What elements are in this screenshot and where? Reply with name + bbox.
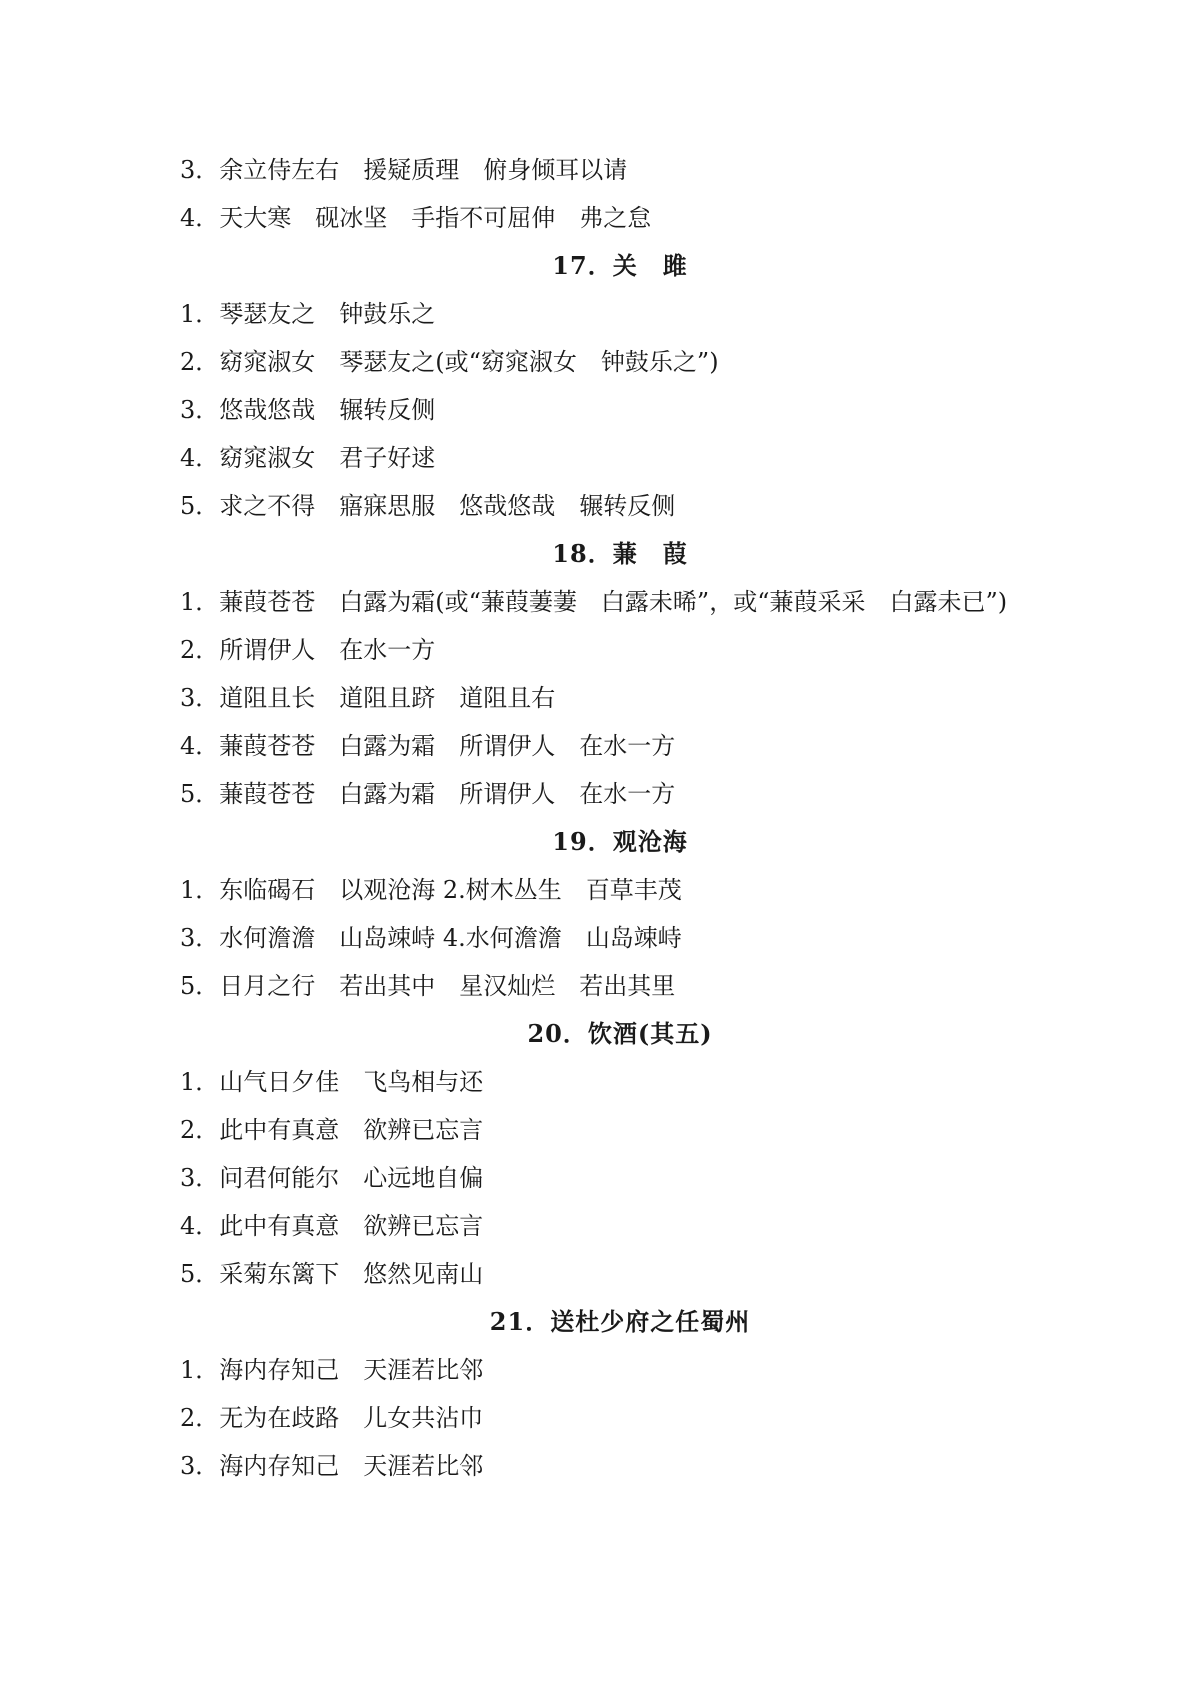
phrase: 采菊东篱下 bbox=[219, 1260, 340, 1288]
phrase: 余立侍左右 bbox=[219, 156, 340, 184]
item-number: 4． bbox=[180, 732, 220, 760]
phrase: 问君何能尔 bbox=[219, 1164, 340, 1192]
answer-line bbox=[180, 482, 1060, 530]
phrase: 蒹葭苍苍 bbox=[219, 588, 316, 616]
answer-line bbox=[180, 1202, 1060, 1250]
item-number: 5． bbox=[180, 1260, 220, 1288]
item-number: 2． bbox=[180, 348, 220, 376]
section-title: 20．饮酒(其五) bbox=[527, 1019, 713, 1048]
phrase: 弗之怠 bbox=[579, 204, 652, 232]
phrase: 以观沧海 2.树木丛生 bbox=[339, 876, 562, 904]
answer-line bbox=[180, 1106, 1060, 1154]
phrase: 辗转反侧 bbox=[339, 396, 436, 424]
phrase: 悠哉悠哉 bbox=[219, 396, 316, 424]
answer-line bbox=[180, 1058, 1060, 1106]
phrase: 在水一方 bbox=[339, 636, 436, 664]
phrase: 道阻且右 bbox=[459, 684, 556, 712]
answer-line bbox=[180, 578, 1060, 626]
answer-line bbox=[180, 1394, 1060, 1442]
item-number: 2． bbox=[180, 1116, 220, 1144]
item-number: 5． bbox=[180, 972, 220, 1000]
phrase: 白露为霜 bbox=[339, 732, 436, 760]
phrase: 此中有真意 bbox=[219, 1212, 340, 1240]
phrase: 所谓伊人 bbox=[459, 732, 556, 760]
phrase: 琴瑟友之 bbox=[219, 300, 316, 328]
item-number: 1． bbox=[180, 300, 220, 328]
section-title: 18．蒹 葭 bbox=[552, 539, 688, 568]
phrase: 砚冰坚 bbox=[315, 204, 388, 232]
item-number: 4． bbox=[180, 204, 220, 232]
phrase: 君子好逑 bbox=[339, 444, 436, 472]
phrase: 在水一方 bbox=[579, 732, 676, 760]
phrase: 悠哉悠哉 bbox=[459, 492, 556, 520]
phrase: 山岛竦峙 bbox=[585, 924, 682, 952]
answer-line bbox=[180, 626, 1060, 674]
phrase: 俯身倾耳以请 bbox=[483, 156, 628, 184]
answer-line bbox=[180, 914, 1060, 962]
answer-line bbox=[180, 722, 1060, 770]
phrase: 所谓伊人 bbox=[219, 636, 316, 664]
phrase: 在水一方 bbox=[579, 780, 676, 808]
phrase: 钟鼓乐之”) bbox=[600, 348, 719, 376]
answer-line bbox=[180, 434, 1060, 482]
phrase: 蒹葭苍苍 bbox=[219, 780, 316, 808]
phrase: 道阻且长 bbox=[219, 684, 316, 712]
phrase: 若出其中 bbox=[339, 972, 436, 1000]
item-number: 4． bbox=[180, 444, 220, 472]
item-number: 3． bbox=[180, 684, 220, 712]
phrase: 窈窕淑女 bbox=[219, 348, 316, 376]
item-number: 5． bbox=[180, 492, 220, 520]
phrase: 无为在歧路 bbox=[219, 1404, 340, 1432]
answer-line bbox=[180, 1154, 1060, 1202]
phrase: 天涯若比邻 bbox=[363, 1356, 484, 1384]
answer-line bbox=[180, 962, 1060, 1010]
phrase: 窈窕淑女 bbox=[219, 444, 316, 472]
phrase: 援疑质理 bbox=[363, 156, 460, 184]
phrase: 所谓伊人 bbox=[459, 780, 556, 808]
phrase: 天大寒 bbox=[219, 204, 292, 232]
answer-line bbox=[180, 674, 1060, 722]
phrase: 山气日夕佳 bbox=[219, 1068, 340, 1096]
item-number: 5． bbox=[180, 780, 220, 808]
phrase: 海内存知己 bbox=[219, 1452, 340, 1480]
answer-line bbox=[180, 386, 1060, 434]
item-number: 3． bbox=[180, 1452, 220, 1480]
phrase: 手指不可屈伸 bbox=[411, 204, 556, 232]
item-number: 4． bbox=[180, 1212, 220, 1240]
phrase: 此中有真意 bbox=[219, 1116, 340, 1144]
phrase: 百草丰茂 bbox=[585, 876, 682, 904]
phrase: 求之不得 bbox=[219, 492, 316, 520]
item-number: 3． bbox=[180, 156, 220, 184]
phrase: 道阻且跻 bbox=[339, 684, 436, 712]
phrase: 天涯若比邻 bbox=[363, 1452, 484, 1480]
phrase: 水何澹澹 bbox=[219, 924, 316, 952]
phrase: 白露未晞”，或“蒹葭采采 bbox=[600, 588, 866, 616]
phrase: 心远地自偏 bbox=[363, 1164, 484, 1192]
phrase: 白露为霜 bbox=[339, 780, 436, 808]
answer-line bbox=[180, 866, 1060, 914]
phrase: 欲辨已忘言 bbox=[363, 1212, 484, 1240]
phrase: 钟鼓乐之 bbox=[339, 300, 436, 328]
answer-line bbox=[180, 1346, 1060, 1394]
phrase: 星汉灿烂 bbox=[459, 972, 556, 1000]
phrase: 辗转反侧 bbox=[579, 492, 676, 520]
phrase: 欲辨已忘言 bbox=[363, 1116, 484, 1144]
answer-line bbox=[180, 338, 1060, 386]
phrase: 白露为霜(或“蒹葭萋萋 bbox=[339, 588, 577, 616]
phrase: 飞鸟相与还 bbox=[363, 1068, 484, 1096]
phrase: 山岛竦峙 4.水何澹澹 bbox=[339, 924, 562, 952]
item-number: 1． bbox=[180, 876, 220, 904]
item-number: 2． bbox=[180, 636, 220, 664]
answer-line bbox=[180, 194, 1060, 242]
phrase: 悠然见南山 bbox=[363, 1260, 484, 1288]
answer-line bbox=[180, 770, 1060, 818]
section-title: 17．关 雎 bbox=[552, 251, 688, 280]
item-number: 3． bbox=[180, 1164, 220, 1192]
phrase: 日月之行 bbox=[219, 972, 316, 1000]
item-number: 1． bbox=[180, 588, 220, 616]
answer-line bbox=[180, 1250, 1060, 1298]
phrase: 海内存知己 bbox=[219, 1356, 340, 1384]
item-number: 3． bbox=[180, 396, 220, 424]
section-title: 21．送杜少府之任蜀州 bbox=[489, 1307, 751, 1336]
item-number: 1． bbox=[180, 1068, 220, 1096]
answer-content bbox=[180, 146, 1060, 1490]
phrase: 琴瑟友之(或“窈窕淑女 bbox=[339, 348, 577, 376]
phrase: 东临碣石 bbox=[219, 876, 316, 904]
phrase: 白露未已”) bbox=[889, 588, 1008, 616]
answer-line bbox=[180, 290, 1060, 338]
phrase: 儿女共沾巾 bbox=[363, 1404, 484, 1432]
item-number: 1． bbox=[180, 1356, 220, 1384]
answer-line bbox=[180, 146, 1060, 194]
phrase: 蒹葭苍苍 bbox=[219, 732, 316, 760]
section-title: 19．观沧海 bbox=[552, 827, 688, 856]
phrase: 寤寐思服 bbox=[339, 492, 436, 520]
answer-line bbox=[180, 1442, 1060, 1490]
item-number: 3． bbox=[180, 924, 220, 952]
phrase: 若出其里 bbox=[579, 972, 676, 1000]
item-number: 2． bbox=[180, 1404, 220, 1432]
